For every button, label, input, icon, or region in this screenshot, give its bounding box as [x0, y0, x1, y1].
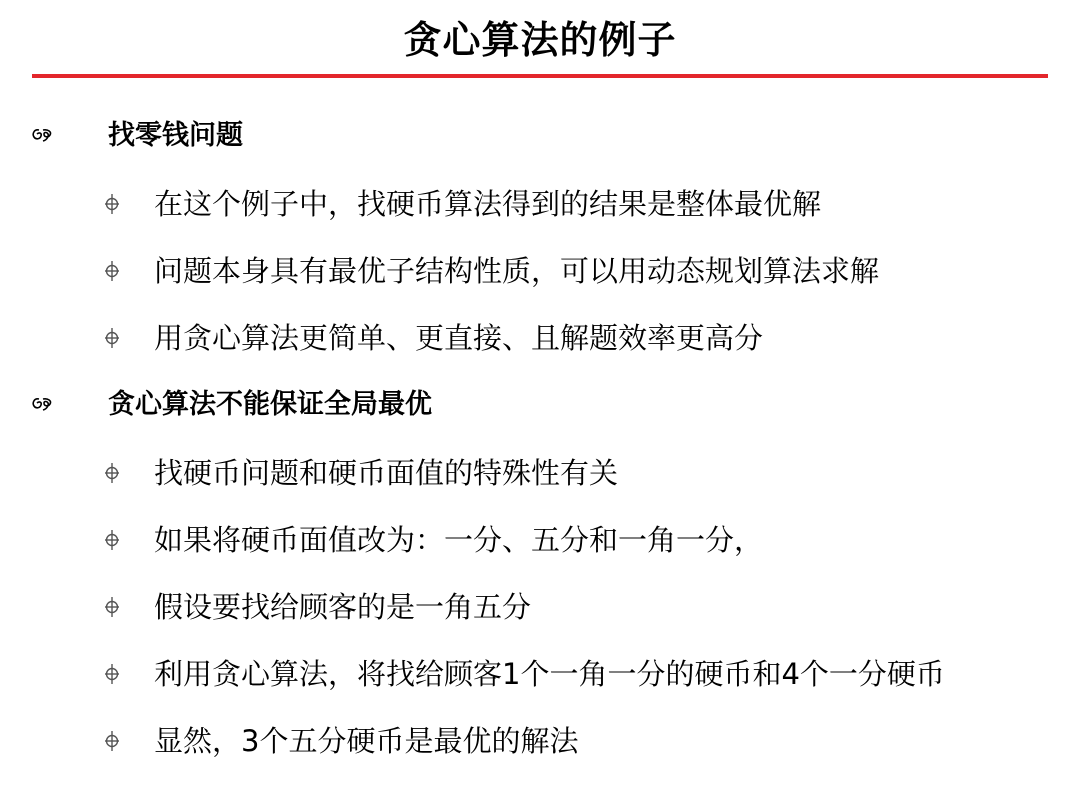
- section-heading: 贪心算法不能保证全局最优: [108, 389, 432, 420]
- item-bullet-icon: [103, 654, 133, 694]
- item-bullet-icon: [103, 184, 133, 224]
- slide-title: 贪心算法的例子: [403, 18, 677, 62]
- list-item-text: 用贪心算法更简单、更直接、且解题效率更高分: [154, 321, 764, 355]
- section-heading: 找零钱问题: [108, 120, 243, 151]
- list-item-text: 利用贪心算法，将找给顾客1个一角一分的硬币和4个一分硬币: [154, 657, 945, 691]
- list-item-text: 找硬币问题和硬币面值的特殊性有关: [154, 456, 619, 490]
- section-bullet-icon: [30, 385, 70, 425]
- item-bullet-icon: [103, 520, 133, 560]
- list-item-text: 在这个例子中，找硬币算法得到的结果是整体最优解: [154, 187, 822, 221]
- list-item-text: 显然，3个五分硬币是最优的解法: [154, 724, 579, 758]
- section-bullet-icon: [30, 116, 70, 156]
- list-item-text: 如果将硬币面值改为：一分、五分和一角一分，: [154, 523, 764, 557]
- list-item-text: 假设要找给顾客的是一角五分: [154, 590, 532, 624]
- item-bullet-icon: [103, 453, 133, 493]
- item-bullet-icon: [103, 721, 133, 761]
- item-bullet-icon: [103, 587, 133, 627]
- item-bullet-icon: [103, 318, 133, 358]
- list-item-text: 问题本身具有最优子结构性质，可以用动态规划算法求解: [154, 254, 880, 288]
- item-bullet-icon: [103, 251, 133, 291]
